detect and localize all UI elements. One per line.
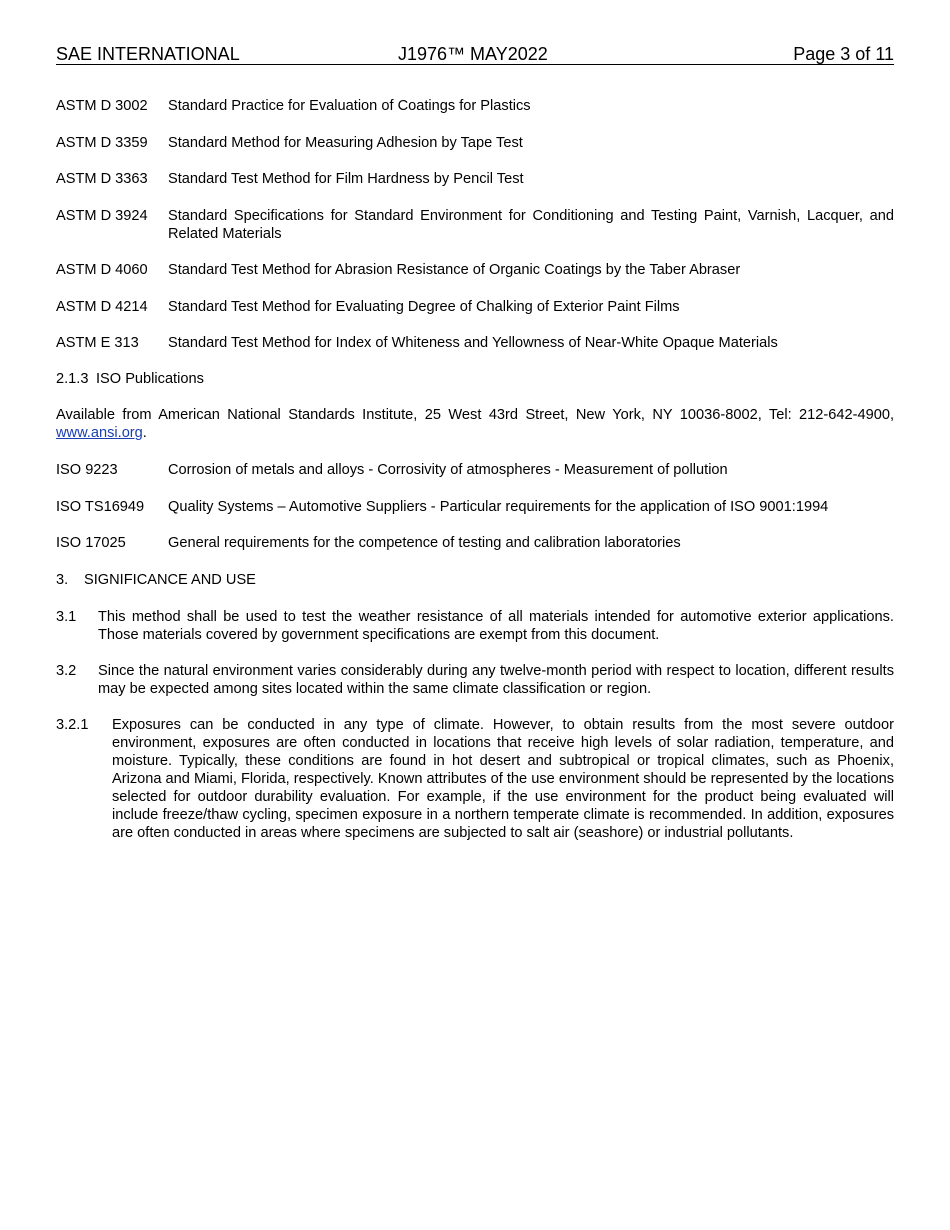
reference-row	[56, 298, 894, 316]
reference-code: ASTM D 4214	[56, 298, 148, 315]
ansi-availability-paragraph	[56, 406, 894, 442]
reference-title: Standard Specifications for Standard Environment for Conditioning and Testing Paint, Varnish, Lacquer, and Related Materials	[168, 207, 894, 242]
paragraph-3-1	[56, 608, 894, 644]
reference-code: ASTM D 3363	[56, 171, 148, 187]
reference-row	[56, 334, 894, 352]
availability-period: .	[142, 425, 147, 441]
astm-reference-list	[56, 97, 894, 371]
paragraph-text: Exposures can be conducted in any type of climate. However, to obtain results from the most severe outdoor environment, exposures are often conducted in locations that receive high levels of solar radiation, temperature, and moisture. Typically, these conditions are found in hot desert and subtropical or tropical climates, such as Phoenix, Arizona and Miami, Florida, respectively. Known attributes of the use environment should be represented by the locations selected for outdoor durability evaluation. For example, if the use environment for the product being evaluated will include freeze/thaw cycling, specimen exposure in a northern temperate climate is recommended. In addition, exposures are often conducted in areas where specimens are subjected to salt air (seashore) or industrial pollutants.	[112, 717, 894, 841]
reference-title: Corrosion of metals and alloys - Corrosivity of atmospheres - Measurement of pollution	[168, 462, 728, 478]
reference-title: Quality Systems – Automotive Suppliers - Particular requirements for the application of ISO 9001:1994	[168, 498, 829, 515]
reference-title: Standard Practice for Evaluation of Coatings for Plastics	[168, 98, 531, 114]
reference-title: General requirements for the competence of testing and calibration laboratories	[168, 535, 681, 551]
iso-publications-heading	[56, 370, 894, 388]
section-3-heading	[56, 571, 894, 589]
reference-row	[56, 534, 894, 552]
header-page-number: Page 3 of 11	[793, 44, 894, 64]
reference-row	[56, 207, 894, 243]
page-header	[56, 44, 894, 65]
paragraph-number: 3.1	[56, 609, 77, 625]
reference-code: ISO TS16949	[56, 498, 145, 515]
reference-code: ASTM D 3359	[56, 134, 148, 151]
reference-row	[56, 97, 894, 115]
header-doc-id: J1976™ MAY2022	[398, 44, 548, 64]
paragraph-text: Since the natural environment varies considerably during any twelve-month period with respect to location, different results may be expected among sites located within the same climate classification or region.	[98, 663, 894, 697]
ansi-link[interactable]: www.ansi.org	[56, 425, 143, 441]
availability-text: Available from American National Standards Institute, 25 West 43rd Street, New York, NY 10036-8002, Tel: 212-642-4900,	[56, 407, 894, 423]
section-number: 2.1.3	[56, 371, 89, 387]
paragraph-3-2-1	[56, 716, 894, 842]
reference-title: Standard Test Method for Index of Whiteness and Yellowness of Near-White Opaque Materials	[168, 335, 778, 351]
reference-code: ASTM E 313	[56, 335, 139, 351]
reference-title: Standard Method for Measuring Adhesion by Tape Test	[168, 134, 523, 151]
reference-row	[56, 170, 894, 188]
reference-code: ASTM D 3924	[56, 207, 148, 224]
paragraph-3-2	[56, 662, 894, 698]
reference-row	[56, 461, 894, 479]
reference-code: ASTM D 3002	[56, 98, 148, 114]
reference-row	[56, 261, 894, 279]
reference-title: Standard Test Method for Film Hardness by Pencil Test	[168, 171, 524, 187]
section-title: ISO Publications	[96, 371, 204, 387]
reference-code: ISO 17025	[56, 535, 126, 551]
reference-code: ASTM D 4060	[56, 262, 148, 278]
reference-title: Standard Test Method for Evaluating Degree of Chalking of Exterior Paint Films	[168, 298, 680, 315]
paragraph-number: 3.2	[56, 663, 77, 679]
section-number: 3.	[56, 572, 69, 588]
reference-row	[56, 498, 894, 516]
paragraph-text: This method shall be used to test the weather resistance of all materials intended for automotive exterior applications. Those materials covered by government specifications are exempt from this document.	[98, 609, 894, 643]
reference-title: Standard Test Method for Abrasion Resistance of Organic Coatings by the Taber Abraser	[168, 262, 741, 278]
reference-row	[56, 134, 894, 152]
reference-code: ISO 9223	[56, 462, 118, 478]
iso-reference-list	[56, 461, 894, 571]
header-org: SAE INTERNATIONAL	[56, 44, 240, 64]
section-title: SIGNIFICANCE AND USE	[84, 572, 256, 588]
paragraph-number: 3.2.1	[56, 717, 89, 733]
